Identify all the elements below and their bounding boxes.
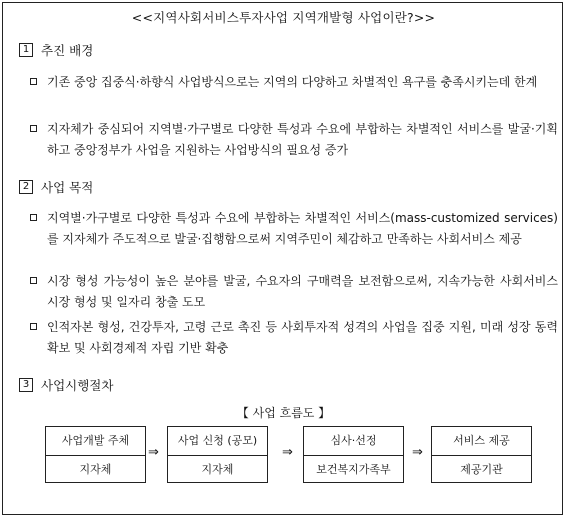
list-item [30,317,558,359]
flow-step-label: 서비스 제공 [432,427,531,456]
document-title: <<지역사회서비스투자사업 지역개발형 사업이란?>> [131,10,436,25]
flow-step-box [431,426,532,483]
list-item-text: 인적자본 형성, 건강투자, 고령 근로 촉진 등 사회투자적 성격의 사업을 집중 지원, 미래 성장 동력 확보 및 사회경제적 자립 기반 확충 [47,320,558,355]
section-1-heading [19,41,93,59]
flow-step-label: 사업 신청 (공모) [168,427,267,456]
flowchart-title: 【 사업 흐름도 】 [236,406,331,420]
section-number-box: 2 [19,180,33,194]
list-item-text: 시장 형성 가능성이 높은 분야를 발굴, 수요자의 구매력을 보전함으로써, 지속가능한 사회서비스 시장 형성 및 일자리 창출 도모 [47,274,558,309]
flow-step-box [303,426,404,483]
list-item [30,208,558,250]
list-item-text: 기존 중앙 집중식·하향식 사업방식으로는 지역의 다양하고 차별적인 욕구를 충족시키는데 한계 [47,75,538,89]
section-title: 추진 배경 [41,43,94,58]
right-double-arrow-icon: ⇒ [282,445,293,460]
flow-step-actor: 보건복지가족부 [316,463,391,476]
square-bullet-icon [30,78,37,85]
list-item [30,119,558,161]
flow-step-box [45,426,146,483]
section-title: 사업시행절차 [41,378,114,393]
square-bullet-icon [30,277,37,284]
section-number-box: 1 [19,43,33,57]
square-bullet-icon [30,125,37,132]
flow-step-label: 심사·선정 [304,427,403,456]
flow-step-actor: 지자체 [79,463,112,476]
square-bullet-icon [30,323,37,330]
section-2-heading [19,178,93,196]
right-double-arrow-icon: ⇒ [148,445,159,460]
section-number-box: 3 [19,378,33,392]
flow-step-box [167,426,268,483]
flow-step-actor: 제공기관 [460,463,503,476]
square-bullet-icon [30,214,37,221]
list-item [30,271,558,313]
flow-step-actor: 지자체 [201,463,234,476]
list-item-text: 지역별·가구별로 다양한 특성과 수요에 부합하는 차별적인 서비스(mass-customized services)를 지자체가 주도적으로 발굴·집행함으로써 지역주민이 체감하고 만족하는 사회서비스 제공 [47,211,558,246]
flow-step-label: 사업개발 주체 [46,427,145,456]
document-frame [2,2,563,515]
section-title: 사업 목적 [41,180,94,195]
list-item-text: 지자체가 중심되어 지역별·가구별로 다양한 특성과 수요에 부합하는 차별적인 서비스를 발굴·기획하고 중앙정부가 사업을 지원하는 사업방식의 필요성 증가 [47,122,558,157]
section-3-heading [19,376,113,394]
right-double-arrow-icon: ⇒ [412,445,423,460]
list-item [30,72,558,93]
